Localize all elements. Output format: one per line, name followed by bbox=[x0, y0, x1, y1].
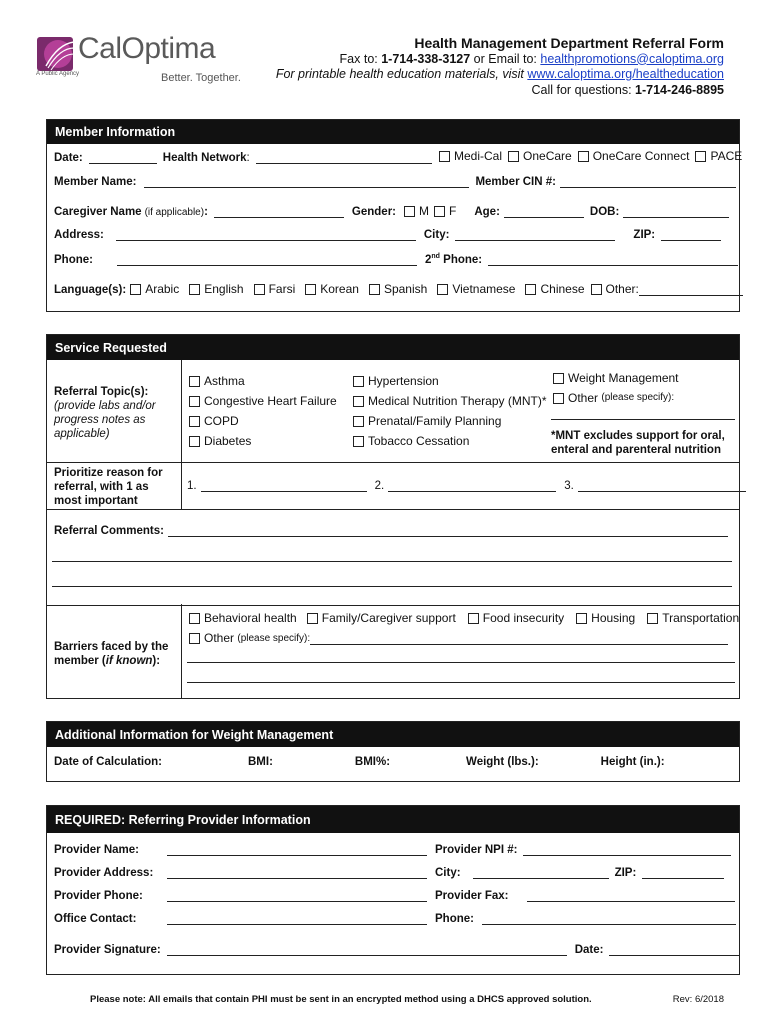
topics-label: Referral Topic(s): bbox=[54, 386, 149, 398]
topic-other-field[interactable] bbox=[551, 419, 735, 420]
checkbox-icon[interactable] bbox=[578, 151, 589, 162]
signature-date-field[interactable] bbox=[609, 944, 739, 956]
topic-hypertension[interactable]: Hypertension bbox=[353, 371, 547, 391]
network-label: Health Network bbox=[162, 152, 247, 164]
provider-heading: REQUIRED: Referring Provider Information bbox=[47, 806, 739, 833]
plan-pace[interactable]: PACE bbox=[695, 149, 742, 163]
address-field[interactable] bbox=[116, 229, 416, 241]
city-field[interactable] bbox=[455, 229, 615, 241]
checkbox-icon[interactable] bbox=[353, 376, 364, 387]
checkbox-icon[interactable] bbox=[254, 284, 265, 295]
office-phone-field[interactable] bbox=[482, 913, 736, 925]
checkbox-icon[interactable] bbox=[525, 284, 536, 295]
checkbox-icon[interactable] bbox=[130, 284, 141, 295]
provider-zip-field[interactable] bbox=[642, 867, 724, 879]
call-prefix: Call for questions: bbox=[531, 82, 636, 97]
language-arabic[interactable]: Arabic bbox=[130, 282, 179, 296]
language-label: Language(s): bbox=[54, 284, 127, 296]
office-contact-field[interactable] bbox=[167, 913, 427, 925]
office-contact-row bbox=[54, 913, 736, 925]
checkbox-icon[interactable] bbox=[647, 613, 658, 624]
city-label: City: bbox=[423, 229, 450, 241]
checkbox-icon[interactable] bbox=[508, 151, 519, 162]
mnt-note: *MNT excludes support for oral, enteral and parenteral nutrition bbox=[551, 430, 725, 456]
form-title: Health Management Department Referral Form bbox=[414, 35, 724, 51]
fax-number: 1-714-338-3127 bbox=[381, 51, 471, 66]
phone-field[interactable] bbox=[117, 254, 417, 266]
call-line bbox=[276, 83, 724, 99]
checkbox-icon[interactable] bbox=[437, 284, 448, 295]
office-contact-label: Office Contact: bbox=[54, 913, 137, 925]
signature-row bbox=[54, 944, 739, 956]
divider bbox=[47, 605, 739, 606]
logo-agency: A Public Agency bbox=[36, 71, 80, 77]
topic-weight[interactable]: Weight Management bbox=[553, 368, 679, 388]
caloptima-logo bbox=[36, 34, 246, 86]
provider-name-row bbox=[54, 844, 731, 856]
weight-label: Weight (lbs.): bbox=[466, 756, 539, 768]
barrier-housing[interactable]: Housing bbox=[576, 611, 635, 625]
checkbox-icon[interactable] bbox=[353, 436, 364, 447]
language-chinese[interactable]: Chinese bbox=[525, 282, 584, 296]
checkbox-icon[interactable] bbox=[434, 206, 445, 217]
checkbox-icon[interactable] bbox=[369, 284, 380, 295]
checkbox-icon[interactable] bbox=[695, 151, 706, 162]
member-section bbox=[46, 119, 743, 312]
phone2-field[interactable] bbox=[488, 254, 738, 266]
provider-address-label: Provider Address: bbox=[54, 867, 154, 879]
plan-row bbox=[439, 149, 742, 163]
dob-label: DOB: bbox=[589, 206, 620, 218]
plan-onecare-connect[interactable]: OneCare Connect bbox=[578, 149, 690, 163]
weight-heading: Additional Information for Weight Management bbox=[47, 722, 739, 747]
date-field[interactable] bbox=[89, 152, 157, 164]
caregiver-field[interactable] bbox=[214, 206, 344, 218]
language-row bbox=[54, 282, 743, 296]
signature-label: Provider Signature: bbox=[54, 944, 161, 956]
priority-1-label: 1. bbox=[187, 480, 197, 492]
member-name-row bbox=[54, 176, 736, 188]
barrier-line-2[interactable] bbox=[187, 662, 735, 663]
provider-zip-label: ZIP: bbox=[614, 867, 637, 879]
divider bbox=[47, 462, 739, 463]
logo-name: CalOptima bbox=[78, 32, 216, 65]
gender-label: Gender: bbox=[351, 206, 396, 218]
barrier-transportation[interactable]: Transportation bbox=[647, 611, 739, 625]
service-heading: Service Requested bbox=[47, 335, 739, 360]
topics-label-block bbox=[54, 385, 174, 441]
topic-tobacco[interactable]: Tobacco Cessation bbox=[353, 431, 547, 451]
language-spanish[interactable]: Spanish bbox=[369, 282, 427, 296]
language-korean[interactable]: Korean bbox=[305, 282, 359, 296]
height-label: Height (in.): bbox=[600, 756, 665, 768]
checkbox-icon[interactable] bbox=[189, 396, 200, 407]
checkbox-icon[interactable] bbox=[553, 373, 564, 384]
checkbox-icon[interactable] bbox=[307, 613, 318, 624]
form-header bbox=[276, 36, 724, 98]
fax-line bbox=[276, 52, 724, 68]
weight-section bbox=[46, 721, 740, 782]
barrier-family[interactable]: Family/Caregiver support bbox=[307, 611, 456, 625]
language-vietnamese[interactable]: Vietnamese bbox=[437, 282, 515, 296]
provider-fax-label: Provider Fax: bbox=[435, 890, 509, 902]
materials-prefix: For printable health education materials, visit bbox=[275, 67, 528, 81]
priority-1-field[interactable] bbox=[201, 480, 367, 492]
email-prefix: or Email to: bbox=[470, 51, 541, 66]
priority-2-field[interactable] bbox=[388, 480, 556, 492]
caregiver-row: Caregiver Name (if applicable) : Gender: M F Age: DOB: bbox=[54, 204, 729, 218]
checkbox-icon[interactable] bbox=[353, 416, 364, 427]
bmi-label: BMI: bbox=[247, 756, 273, 768]
weight-row bbox=[54, 756, 665, 768]
barrier-other[interactable]: Other (please specify): bbox=[189, 631, 310, 645]
language-other[interactable]: Other: bbox=[591, 282, 639, 296]
revision: Rev: 6/2018 bbox=[672, 994, 724, 1005]
gender-f[interactable]: F bbox=[434, 204, 456, 218]
provider-npi-field[interactable] bbox=[523, 844, 731, 856]
calc-date-label: Date of Calculation: bbox=[54, 756, 162, 768]
language-farsi[interactable]: Farsi bbox=[254, 282, 296, 296]
checkbox-icon[interactable] bbox=[189, 416, 200, 427]
bmi-pct-label: BMI%: bbox=[354, 756, 391, 768]
priority-2-label: 2. bbox=[374, 480, 385, 492]
provider-npi-label: Provider NPI #: bbox=[435, 844, 518, 856]
barrier-line-3[interactable] bbox=[187, 682, 735, 683]
topic-other[interactable]: Other (please specify): bbox=[553, 388, 679, 408]
barriers-label: Barriers faced by the member (if known): bbox=[54, 641, 169, 667]
provider-city-label: City: bbox=[435, 867, 461, 879]
service-section bbox=[46, 334, 740, 699]
checkbox-icon[interactable] bbox=[189, 633, 200, 644]
provider-name-field[interactable] bbox=[167, 844, 427, 856]
comments-block bbox=[47, 510, 739, 604]
barrier-behavioral[interactable]: Behavioral health bbox=[189, 611, 297, 625]
comments-label: Referral Comments: bbox=[54, 525, 164, 537]
fax-prefix: Fax to: bbox=[339, 51, 382, 66]
checkbox-icon[interactable] bbox=[576, 613, 587, 624]
provider-address-row bbox=[54, 867, 724, 879]
address-row bbox=[54, 229, 721, 241]
comments-row bbox=[54, 525, 728, 537]
materials-line bbox=[276, 67, 724, 83]
provider-phone-field[interactable] bbox=[167, 890, 427, 902]
topics-col2 bbox=[353, 371, 547, 451]
phi-notice: Please note: All emails that contain PHI must be sent in an encrypted method using a DHCS approved solution. bbox=[90, 994, 592, 1005]
checkbox-icon[interactable] bbox=[353, 396, 364, 407]
caregiver-note: (if applicable) bbox=[144, 207, 205, 218]
topic-copd[interactable]: COPD bbox=[189, 411, 337, 431]
zip-label: ZIP: bbox=[633, 229, 656, 241]
gender-m[interactable]: M bbox=[404, 204, 429, 218]
comments-field[interactable] bbox=[168, 525, 728, 537]
comments-line-2[interactable] bbox=[52, 561, 732, 562]
member-name-field[interactable] bbox=[144, 176, 469, 188]
member-heading: Member Information bbox=[47, 120, 739, 144]
language-other-field[interactable] bbox=[639, 284, 743, 296]
zip-field[interactable] bbox=[661, 229, 721, 241]
member-cin-label: Member CIN #: bbox=[475, 176, 556, 188]
provider-fax-field[interactable] bbox=[527, 890, 735, 902]
member-name-label: Member Name: bbox=[54, 176, 137, 188]
checkbox-icon[interactable] bbox=[404, 206, 415, 217]
priority-row bbox=[187, 480, 746, 492]
provider-address-field[interactable] bbox=[167, 867, 427, 879]
provider-city-field[interactable] bbox=[473, 867, 609, 879]
checkbox-icon[interactable] bbox=[189, 284, 200, 295]
topic-prenatal[interactable]: Prenatal/Family Planning bbox=[353, 411, 547, 431]
age-field[interactable] bbox=[504, 206, 584, 218]
office-phone-label: Phone: bbox=[435, 913, 474, 925]
priority-3-label: 3. bbox=[564, 480, 574, 492]
topics-col1 bbox=[189, 371, 337, 451]
language-english[interactable]: English bbox=[189, 282, 243, 296]
provider-name-label: Provider Name: bbox=[54, 844, 140, 856]
email-link[interactable]: healthpromotions@caloptima.org bbox=[540, 51, 724, 66]
logo-tagline: Better. Together. bbox=[161, 72, 241, 84]
checkbox-icon[interactable] bbox=[189, 613, 200, 624]
topic-diabetes[interactable]: Diabetes bbox=[189, 431, 337, 451]
comments-line-3[interactable] bbox=[52, 586, 732, 587]
barrier-other-row bbox=[189, 631, 728, 645]
call-number: 1-714-246-8895 bbox=[635, 82, 724, 97]
phone-label: Phone: bbox=[54, 253, 93, 266]
checkbox-icon[interactable] bbox=[189, 376, 200, 387]
date-row: Date: Health Network : bbox=[54, 152, 432, 164]
caloptima-logo-icon bbox=[36, 34, 76, 74]
barriers-row bbox=[189, 611, 739, 625]
topic-chf[interactable]: Congestive Heart Failure bbox=[189, 391, 337, 411]
provider-section bbox=[46, 805, 740, 975]
materials-link[interactable]: www.caloptima.org/healtheducation bbox=[527, 67, 724, 81]
member-cin-field[interactable] bbox=[560, 176, 736, 188]
plan-medi-cal[interactable]: Medi-Cal bbox=[439, 149, 502, 163]
barrier-other-field[interactable] bbox=[310, 633, 728, 645]
caregiver-label: Caregiver Name bbox=[54, 206, 142, 218]
topic-mnt[interactable]: Medical Nutrition Therapy (MNT)* bbox=[353, 391, 547, 411]
checkbox-icon[interactable] bbox=[305, 284, 316, 295]
provider-phone-row bbox=[54, 890, 735, 902]
topic-asthma[interactable]: Asthma bbox=[189, 371, 337, 391]
barrier-food[interactable]: Food insecurity bbox=[468, 611, 564, 625]
provider-phone-label: Provider Phone: bbox=[54, 890, 143, 902]
phone2-label: 2nd Phone: bbox=[424, 253, 483, 266]
checkbox-icon[interactable] bbox=[553, 393, 564, 404]
phone-row bbox=[54, 253, 738, 266]
plan-onecare[interactable]: OneCare bbox=[508, 149, 572, 163]
date-label: Date: bbox=[54, 152, 83, 164]
signature-date-label: Date: bbox=[574, 944, 604, 956]
checkbox-icon[interactable] bbox=[189, 436, 200, 447]
topics-note: (provide labs and/or progress notes as applicable) bbox=[54, 400, 156, 440]
network-field[interactable] bbox=[256, 152, 432, 164]
checkbox-icon[interactable] bbox=[439, 151, 450, 162]
address-label: Address: bbox=[54, 229, 104, 241]
signature-field[interactable] bbox=[167, 944, 567, 956]
dob-field[interactable] bbox=[623, 206, 729, 218]
topics-col3 bbox=[553, 368, 679, 408]
priority-3-field[interactable] bbox=[578, 480, 746, 492]
prioritize-label: Prioritize reason for referral, with 1 as most important bbox=[54, 467, 163, 507]
checkbox-icon[interactable] bbox=[591, 284, 602, 295]
age-label: Age: bbox=[474, 206, 500, 218]
checkbox-icon[interactable] bbox=[468, 613, 479, 624]
